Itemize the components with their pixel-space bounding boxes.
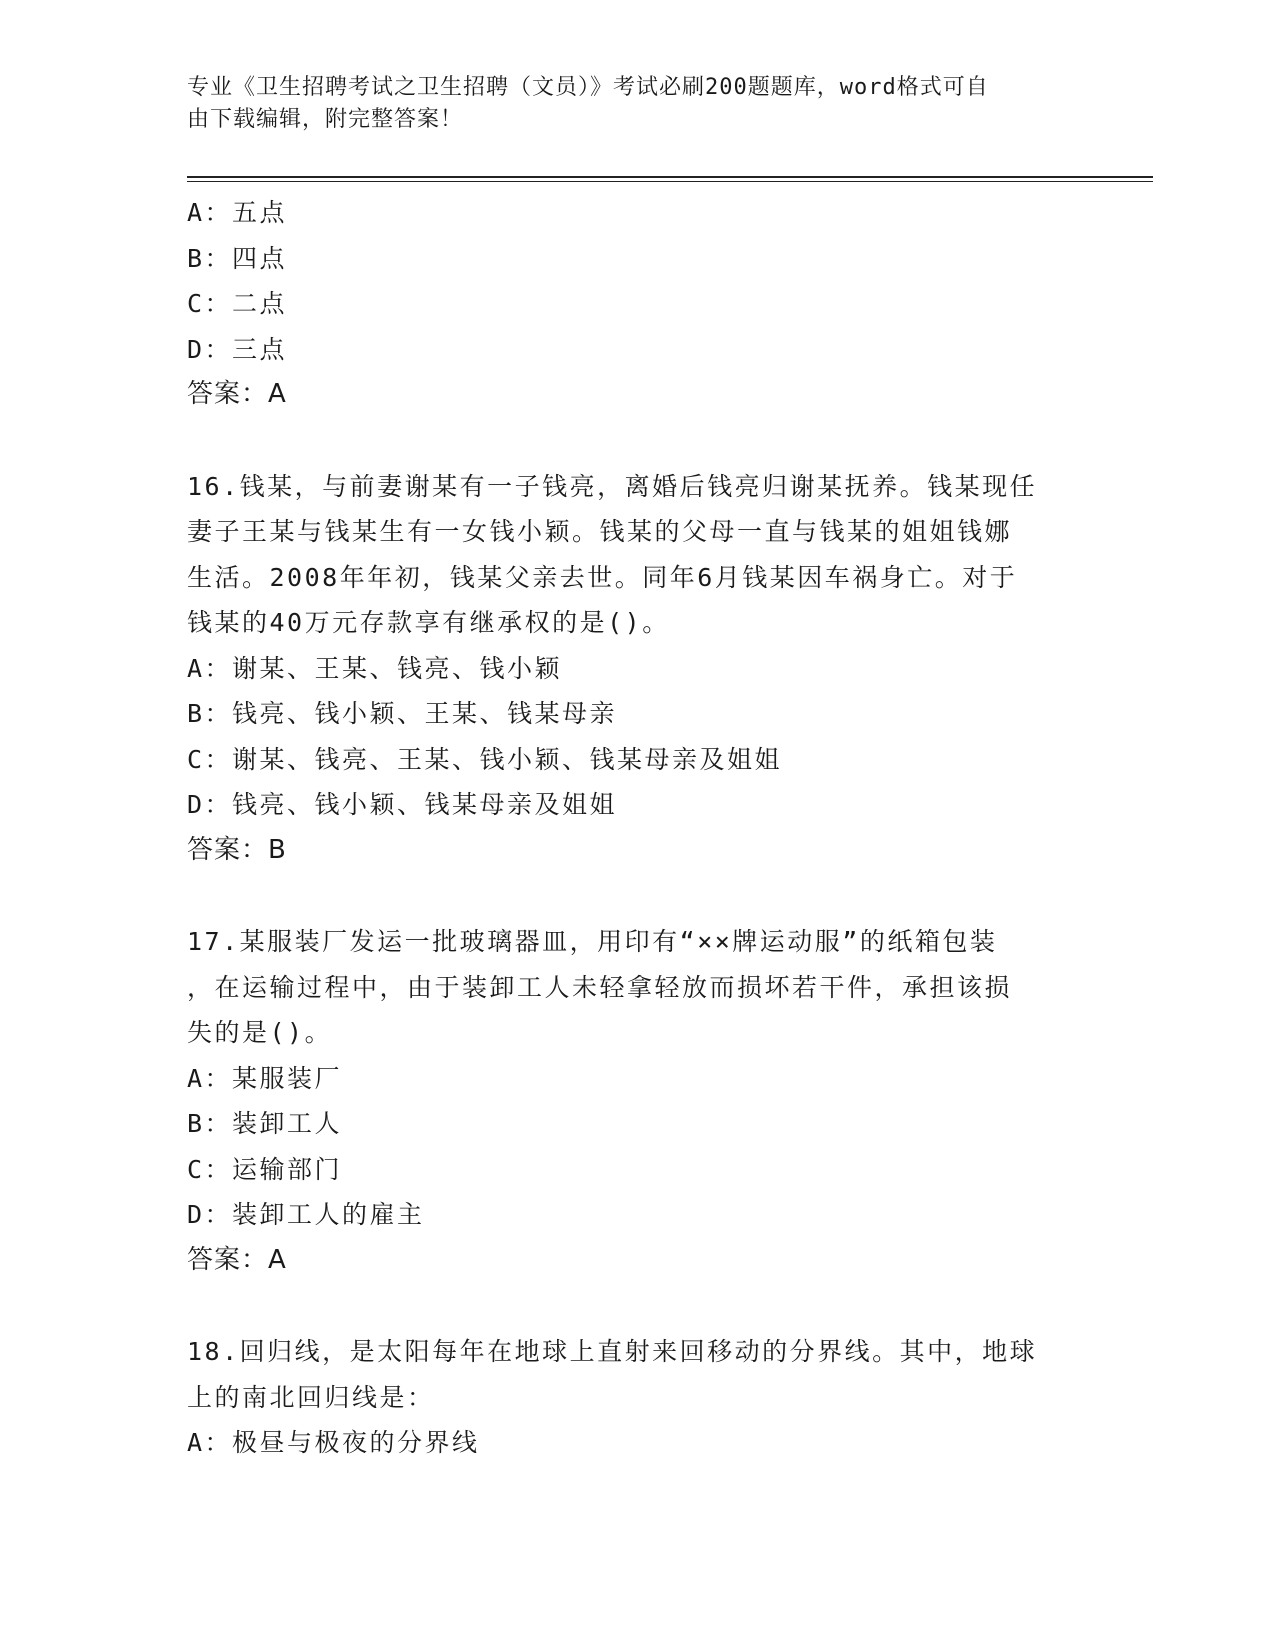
question-16 [187, 464, 1077, 874]
header-rule-thin [187, 181, 1153, 182]
option-c: C：运输部门 [187, 1154, 343, 1184]
option-d: D：钱亮、钱小颖、钱某母亲及姐姐 [187, 790, 618, 819]
option-d: D：装卸工人的雇主 [187, 1200, 425, 1229]
question-text-line: 妻子王某与钱某生有一女钱小颖。钱某的父母一直与钱某的姐姐钱娜 [187, 517, 1013, 546]
option-c: C：二点 [187, 289, 288, 318]
option-c: C：谢某、钱亮、王某、钱小颖、钱某母亲及姐姐 [187, 744, 783, 774]
header-title-line-1: 专业《卫生招聘考试之卫生招聘（文员）》考试必刷200题题库，word格式可自 [187, 75, 989, 100]
answer: 答案：A [187, 1244, 287, 1275]
question-text-line: 失的是()。 [187, 1018, 333, 1047]
question-text-line: 钱某的40万元存款享有继承权的是()。 [187, 608, 670, 637]
option-a: A：五点 [187, 198, 288, 227]
question-17 [187, 919, 1077, 1283]
option-a: A：某服装厂 [187, 1063, 343, 1093]
option-a: A：谢某、王某、钱亮、钱小颖 [187, 653, 563, 683]
question-text-line: 16.钱某，与前妻谢某有一子钱亮，离婚后钱亮归谢某抚养。钱某现任 [187, 471, 1038, 501]
answer: 答案：A [187, 379, 287, 409]
header-rule-thick [187, 176, 1153, 178]
option-b: B：钱亮、钱小颖、王某、钱某母亲 [187, 699, 618, 728]
option-a: A：极昼与极夜的分界线 [187, 1428, 480, 1457]
question-text-line: ，在运输过程中，由于装卸工人未轻拿轻放而损坏若干件，承担该损 [187, 972, 1013, 1002]
answer: 答案：B [187, 834, 287, 865]
question-15 [187, 190, 1077, 418]
question-text-line: 生活。2008年年初，钱某父亲去世。同年6月钱某因车祸身亡。对于 [187, 562, 1018, 592]
option-d: D：三点 [187, 334, 288, 364]
question-text-line: 18.回归线，是太阳每年在地球上直射来回移动的分界线。其中，地球 [187, 1337, 1038, 1366]
question-text-line: 上的南北回归线是： [187, 1382, 435, 1412]
option-b: B：四点 [187, 243, 288, 273]
option-b: B：装卸工人 [187, 1109, 343, 1138]
question-18 [187, 1329, 1077, 1466]
document-header [187, 72, 1077, 136]
question-text-line: 17.某服装厂发运一批玻璃器皿，用印有“××牌运动服”的纸箱包装 [187, 927, 998, 956]
header-title-line-2: 由下载编辑，附完整答案！ [187, 107, 464, 132]
document-body [187, 190, 1077, 1466]
